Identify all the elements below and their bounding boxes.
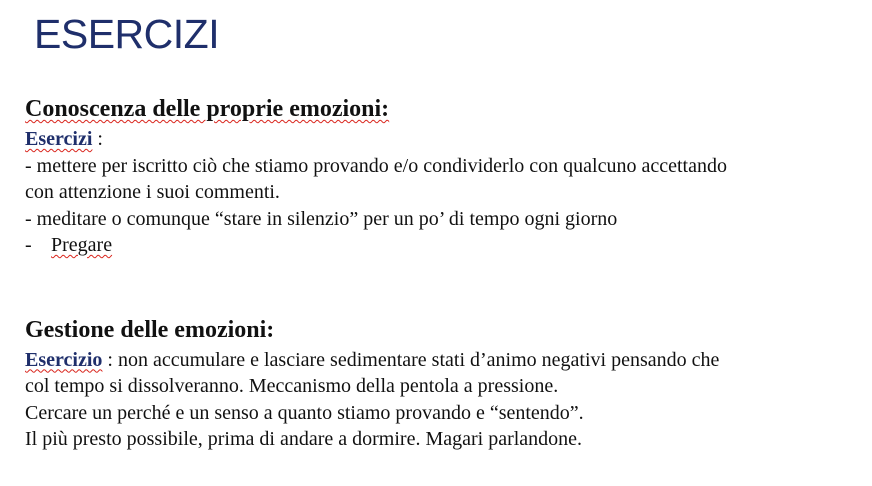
section-heading-management: Gestione delle emozioni: bbox=[25, 316, 275, 343]
exercise-label-suffix: : bbox=[92, 128, 103, 150]
exercise-text-line-1: - mettere per iscritto ciò che stiamo provando e/o condividerlo con qualcuno accettando bbox=[25, 154, 727, 177]
bullet-dash: - bbox=[25, 234, 32, 256]
slide-body bbox=[25, 92, 865, 453]
exercise2-text-line-3: Cercare un perché e un senso a quanto stiamo provando e “sentendo”. bbox=[25, 401, 584, 424]
slide-title: ESERCIZI bbox=[34, 11, 220, 57]
bullet-text: Pregare bbox=[51, 234, 113, 256]
exercise2-label-line bbox=[25, 347, 865, 374]
exercise-label: Esercizi bbox=[25, 128, 93, 150]
section-spacer bbox=[25, 259, 865, 313]
exercise2-text-line-1: : non accumulare e lasciare sedimentare stati d’animo negativi pensando che bbox=[102, 348, 720, 371]
exercise-text-line-2: con attenzione i suoi commenti. bbox=[25, 181, 280, 203]
section-heading-awareness: Conoscenza delle proprie emozioni: bbox=[25, 96, 390, 122]
bullet-item-pray bbox=[25, 232, 865, 259]
exercise2-text-line-2: col tempo si dissolveranno. Meccanismo della pentola a pressione. bbox=[25, 375, 559, 397]
exercise2-text-line-4: Il più presto possibile, prima di andare a dormire. Magari parlandone. bbox=[25, 428, 583, 450]
exercise2-label: Esercizio bbox=[25, 348, 103, 371]
exercise-label-line bbox=[25, 126, 865, 153]
exercise-text-line-3: - meditare o comunque “stare in silenzio” per un po’ di tempo ogni giorno bbox=[25, 207, 618, 230]
